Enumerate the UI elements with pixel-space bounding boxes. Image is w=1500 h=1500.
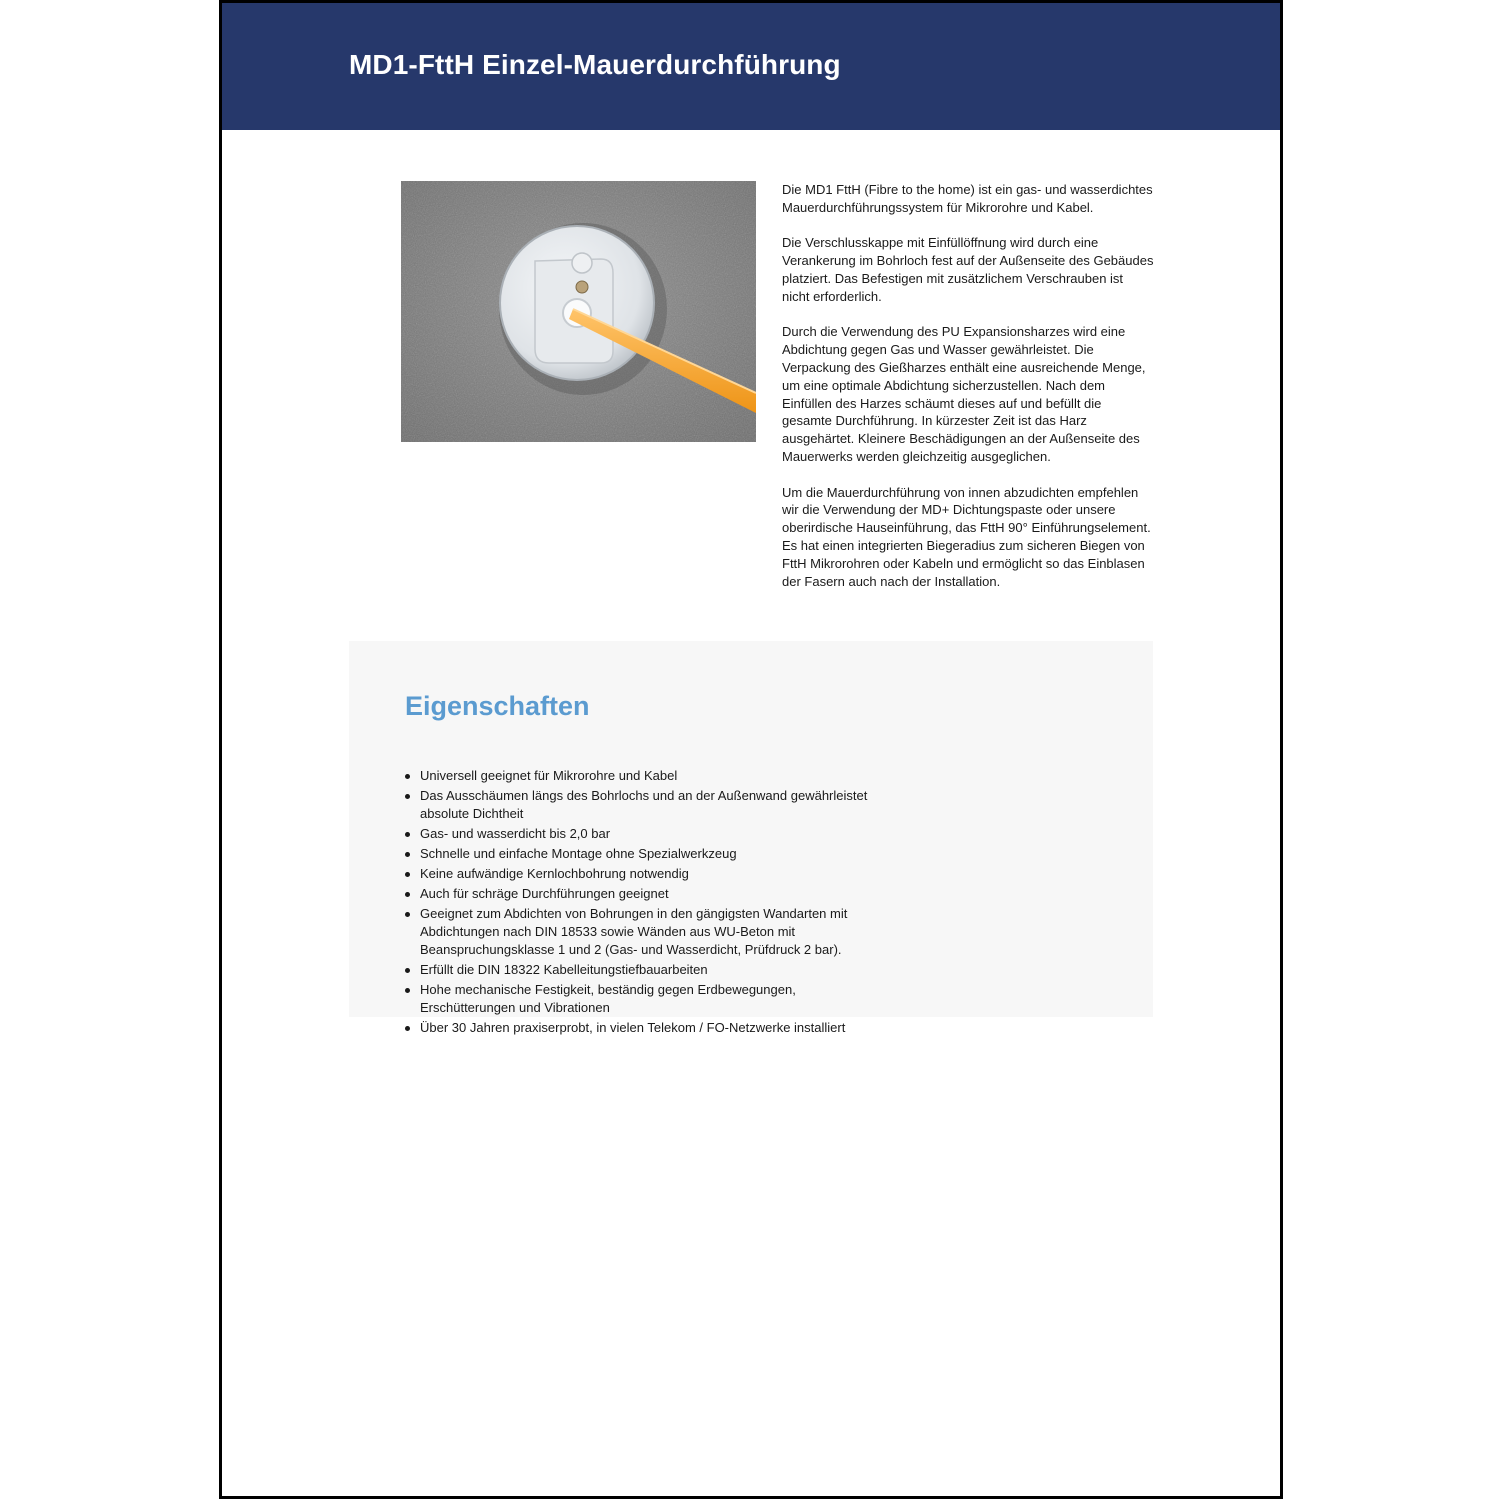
list-item: Universell geeignet für Mikrorohre und Kabel [420, 767, 890, 785]
properties-title: Eigenschaften [405, 691, 590, 721]
properties-list [405, 767, 890, 1039]
page-header [222, 0, 1280, 130]
wall-feedthrough-photo [401, 181, 756, 442]
intro-paragraph: Durch die Verwendung des PU Expansionsharzes wird eine Abdichtung gegen Gas und Wasser gewährleistet. Die Verpackung des Gießharzes enthält eine ausreichende Menge, um eine optimale Abdichtung sicherzustellen. Nach dem Einfüllen des Harzes schäumt dieses auf und befüllt die gesamte Durchführung. In kürzester Zeit ist das Harz ausgehärtet. Kleinere Beschädigungen an der Außenseite des Mauerwerks werden gleichzeitig ausgeglichen. [782, 324, 1146, 464]
intro-paragraph: Um die Mauerdurchführung von innen abzudichten empfehlen wir die Verwendung der MD+ Dichtungspaste oder unsere oberirdische Hauseinführung, das FttH 90° Einführungselement. Es hat einen integrierten Biegeradius zum sicheren Biegen von FttH Mikrorohren oder Kabeln und ermöglicht so das Einblasen der Fasern auch nach der Installation. [782, 484, 1151, 589]
list-item: Über 30 Jahren praxiserprobt, in vielen Telekom / FO-Netzwerke installiert [420, 1019, 890, 1037]
list-item: Erfüllt die DIN 18322 Kabelleitungstiefbauarbeiten [420, 961, 890, 979]
page-title: MD1-FttH Einzel-Mauerdurchführung [349, 49, 841, 80]
list-item: Auch für schräge Durchführungen geeignet [420, 885, 890, 903]
properties-section [349, 641, 1153, 1036]
list-item: Geeignet zum Abdichten von Bohrungen in den gängigsten Wandarten mit Abdichtungen nach DIN 18533 sowie Wänden aus WU-Beton mit Beanspruchungsklasse 1 und 2 (Gas- und Wasserdicht, Prüfdruck 2 bar). [420, 905, 890, 958]
intro-paragraph: Die MD1 FttH (Fibre to the home) ist ein gas- und wasserdichtes Mauerdurchführungssystem für Mikrorohre und Kabel. [782, 182, 1153, 215]
list-item: Gas- und wasserdicht bis 2,0 bar [420, 825, 890, 843]
document-page [219, 0, 1283, 1499]
list-item: Hohe mechanische Festigkeit, beständig gegen Erdbewegungen, Erschütterungen und Vibrationen [420, 981, 890, 1017]
list-item: Das Ausschäumen längs des Bohrlochs und an der Außenwand gewährleistet absolute Dichtheit [420, 787, 890, 823]
list-item: Schnelle und einfache Montage ohne Spezialwerkzeug [420, 845, 890, 863]
list-item: Keine aufwändige Kernlochbohrung notwendig [420, 865, 890, 883]
intro-paragraph: Die Verschlusskappe mit Einfüllöffnung wird durch eine Verankerung im Bohrloch fest auf der Außenseite des Gebäudes platziert. Das Befestigen mit zusätzlichem Verschrauben ist nicht erforderlich. [782, 235, 1154, 304]
intro-text [782, 181, 1154, 608]
